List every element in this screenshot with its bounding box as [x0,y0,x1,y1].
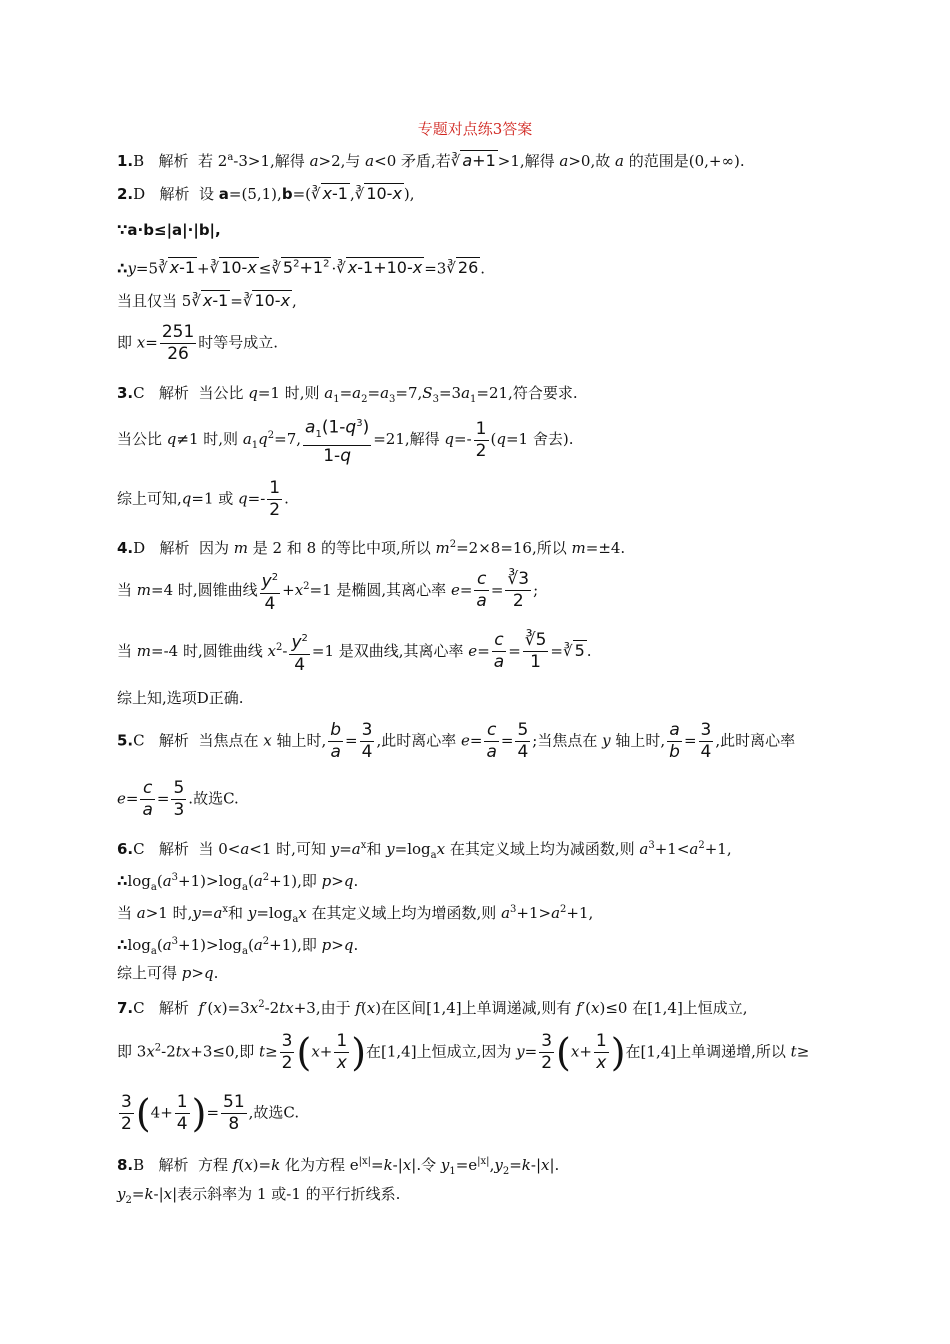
answer-6-line-3: 当 a>1 时$,y=a^x$和 $y=\log_ax$ 在其定义域上均为增函数,则 $a^3+1>a^2+1$, [117,904,594,925]
answer-7-line-1: 7.C 解析 $f'(x)=3x^2-2tx+3$,由于 f(x)在区间[1,4]上单调递减,则有 f′(x)≤0 在[1,4]上恒成立, [117,999,748,1017]
answer-6-line-5: 综上可得 p>q. [117,964,219,982]
answer-2-line-2: ∵a·b≤|a|·|b|, [117,221,221,239]
answer-4-line-1: 4.D 解析 因为 m 是 2 和 8 的等比中项,所以 $m^2=2\times 8=16$,所以 m=±4. [117,539,626,557]
answer-8-line-1: 8.B 解析 方程 f(x)=k 化为方程 $e^{|x|}=k-|x|$.令 $y_1=e^{|x|},y_2=k-|x|$. [117,1156,560,1177]
answer-7-line-3: $\frac{3}{2}$ (4+ $\frac{1}{4}$ )= $\frac{51}{8}$ ,故选C. [121,1091,300,1136]
answer-3-line-2: 当公比 q≠1 时,则 $a_1q^2=7$, $\frac{a_1(1-q^3)}{1-q}$ =21,解得 q=- $\frac{1}{2}$ (q=1 舍去). [117,413,573,467]
answer-7-line-2: 即 $3x^2-2tx+3\le 0$,即 t≥ $\frac{3}{2}$ (x+ $\frac{1}{x}$ )在[1,4]上恒成立,因为 y= $\frac{3}{2}$ (x+ $\frac{1}{x}$ )在[1,4]上单调递增,所以 t≥ [117,1030,810,1075]
page-title: 专题对点练3答案 [417,120,533,138]
answer-3-line-3: 综上可知,q=1 或 q=- $\frac{1}{2}$ . [117,478,289,520]
answer-6-line-1: 6.C 解析 当 0<a<1 时,可知 $y=a^x$和 $y=\log_ax$ 在其定义域上均为减函数,则 $a^3+1<a^2+1$, [117,840,732,861]
answer-2-line-3: ∴y=5∛ x-1 +∛ 10-x ≤∛ $5^2+1^2$ ·∛ x-1+10-x =3∛ 26 . [117,258,486,278]
answer-4-line-3: 当 m=-4 时,圆锥曲线 $x^2-$ $\frac{y^2}{4}$ =1 是双曲线,其离心率 e= $\frac{c}{a}$ = $\frac{∛5}{1}$ =∛ 5 . [117,628,592,676]
answer-3-line-1: 3.C 解析 当公比 q=1 时,则 $a_1=a_2=a_3=7,S_3=3a_1=21$,符合要求. [117,384,578,405]
answer-4-line-2: 当 m=4 时,圆锥曲线 $\frac{y^2}{4}$ $+x^2=1$ 是椭圆,其离心率 e= $\frac{c}{a}$ = $\frac{∛3}{2}$ ; [117,567,538,615]
answer-1-line-1: 1.B 解析 若 $2^a-3>1$,解得 a>2,与 a<0 矛盾,若∛ a+1 >1,解得 a>0,故 a 的范围是(0,+∞). [117,151,745,170]
answer-5-line-2: e= $\frac{c}{a}$ = $\frac{5}{3}$ .故选C. [117,778,239,820]
answer-8-line-2: $y_2=k-|x|$表示斜率为 1 或-1 的平行折线系. [117,1185,401,1206]
answer-6-line-2: $\therefore\log_a(a^3+1)>\log_a(a^2+1)$,即 p>q. [117,872,359,893]
answer-2-line-1: 2.D 解析 设 a=(5,1),b=(∛ x-1 ,∛ 10-x ), [117,184,415,203]
answer-2-line-4: 当且仅当 5∛ x-1 =∛ 10-x , [117,291,297,310]
answer-5-line-1: 5.C 解析 当焦点在 x 轴上时, $\frac{b}{a}$ = $\frac{3}{4}$ ,此时离心率 e= $\frac{c}{a}$ = $\frac{5}{4}$ ;当焦点在 y 轴上时, $\frac{a}{b}$ = $\frac{3}{4}$ ,此时离心率 [117,720,796,762]
answer-4-line-4: 综上知,选项D正确. [117,689,244,707]
answer-2-line-5: 即 x= $\frac{251}{26}$ 时等号成立. [117,322,279,364]
answer-6-line-4: $\therefore\log_a(a^3+1)>\log_a(a^2+1)$,即 p>q. [117,936,359,957]
